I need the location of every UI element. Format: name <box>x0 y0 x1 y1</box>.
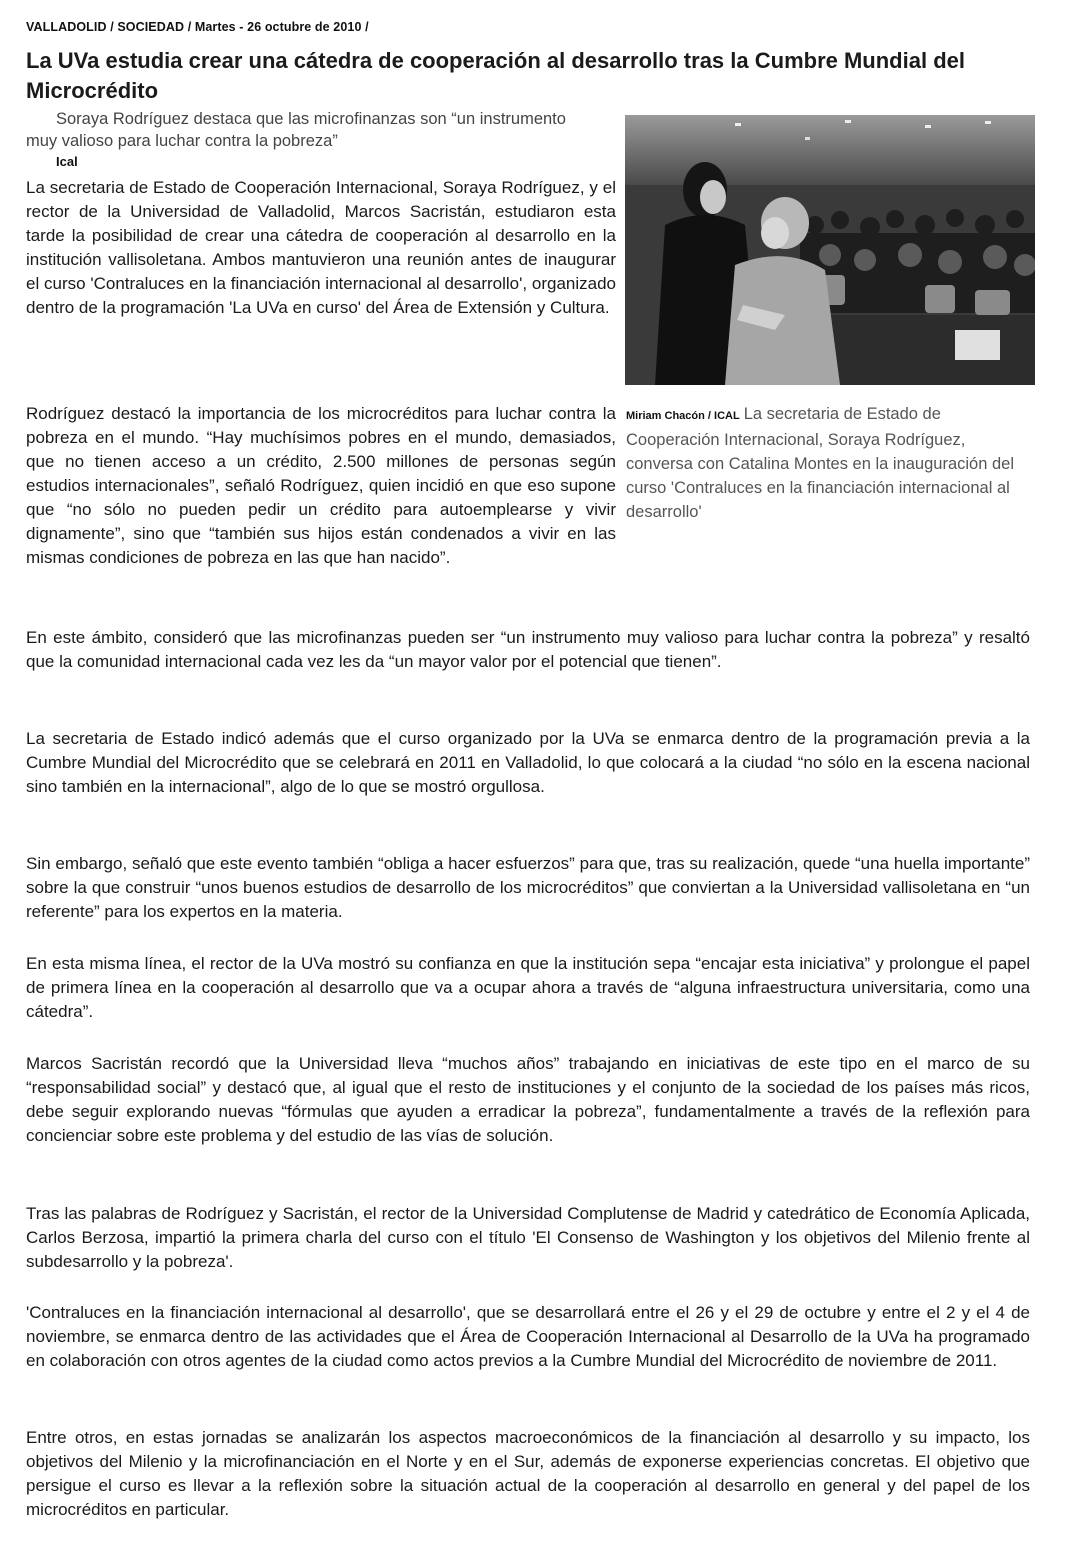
subheadline: Soraya Rodríguez destaca que las microfinanzas son “un instrumento muy valioso para luchar contra la pobreza” <box>26 110 566 150</box>
article-paragraph: Sin embargo, señaló que este evento también “obliga a hacer esfuerzos” para que, tras su realización, quede “una huella importante” sobre la que construir “unos buenos estudios de desarrollo de los microcréditos” que conviertan a la Universidad vallisoletana en “un referente” para los expertos en la materia. <box>26 854 1030 921</box>
article-paragraph: 'Contraluces en la financiación internacional al desarrollo', que se desarrollará entre el 26 y el 29 de octubre y entre el 2 y el 4 de noviembre, se enmarca dentro de las actividades que el Área de Cooperación Internacional al Desarrollo de la UVa ha programado en colaboración con otros agentes de la ciudad como actos previos a la Cumbre Mundial del Microcrédito de noviembre de 2011. <box>26 1303 1030 1370</box>
news-photo <box>625 115 1035 385</box>
article-paragraph: En este ámbito, consideró que las microfinanzas pueden ser “un instrumento muy valioso para luchar contra la pobreza” y resaltó que la comunidad internacional cada vez les da “un mayor valor por el potencial que tienen”. <box>26 628 1030 671</box>
article-paragraph: La secretaria de Estado indicó además que el curso organizado por la UVa se enmarca dentro de la programación previa a la Cumbre Mundial del Microcrédito que se celebrará en 2011 en Valladolid, lo que colocará a la ciudad “no sólo en la escena nacional sino también en la internacional”, algo de lo que se mostró orgullosa. <box>26 729 1030 796</box>
article-paragraph: En esta misma línea, el rector de la UVa mostró su confianza en que la institución sepa “encajar esta iniciativa” y prolongue el papel de primera línea en la cooperación al desarrollo que va a ocupar ahora a través de “alguna infraestructura universitaria, como una cátedra”. <box>26 954 1030 1021</box>
photo-credit: Miriam Chacón / ICAL <box>626 410 740 422</box>
headline: La UVa estudia crear una cátedra de cooperación al desarrollo tras la Cumbre Mundial del Microcrédito <box>26 48 965 103</box>
article-paragraph: Tras las palabras de Rodríguez y Sacristán, el rector de la Universidad Complutense de Madrid y catedrático de Economía Aplicada, Carlos Berzosa, impartió la primera charla del curso con el título 'El Consenso de Washington y los objetivos del Milenio frente al subdesarrollo y la pobreza'. <box>26 1204 1030 1271</box>
article-paragraph: Marcos Sacristán recordó que la Universidad lleva “muchos años” trabajando en iniciativas de este tipo en el marco de su “responsabilidad social” y destacó que, al igual que el resto de instituciones y el conjunto de la sociedad de los países más ricos, debe seguir explorando nuevas “fórmulas que ayuden a erradicar la pobreza”, fundamentalmente a través de la reflexión para concienciar sobre este problema y del estudio de las vías de solución. <box>26 1054 1030 1145</box>
photo-caption <box>626 402 1036 524</box>
article-paragraph: La secretaria de Estado de Cooperación Internacional, Soraya Rodríguez, y el rector de la Universidad de Valladolid, Marcos Sacristán, estudiaron esta tarde la posibilidad de crear una cátedra de cooperación al desarrollo en la institución vallisoletana. Ambos mantuvieron una reunión antes de inaugurar el curso 'Contraluces en la financiación internacional al desarrollo', organizado dentro de la programación 'La UVa en curso' del Área de Extensión y Cultura. <box>26 178 616 317</box>
article-paragraph: Rodríguez destacó la importancia de los microcréditos para luchar contra la pobreza en el mundo. “Hay muchísimos pobres en el mundo, demasiados, que no tienen acceso a un crédito, 2.500 millones de personas según estudios internacionales”, señaló Rodríguez, quien incidió en que eso supone que “no sólo no pueden pedir un crédito para autoemplearse y vivir dignamente”, sino que “también sus hijos están condenados a vivir en las mismas condiciones de pobreza en las que han nacido”. <box>26 404 616 567</box>
photo-illustration <box>625 115 1035 385</box>
news-agency: Ical <box>56 154 78 169</box>
section-kicker: VALLADOLID / SOCIEDAD / Martes - 26 octubre de 2010 / <box>26 20 369 34</box>
caption-text: La secretaria de Estado de Cooperación Internacional, Soraya Rodríguez, conversa con Catalina Montes en la inauguración del curso 'Contraluces en la financiación internacional al desarrollo' <box>626 405 1014 521</box>
article-paragraph: Entre otros, en estas jornadas se analizarán los aspectos macroeconómicos de la financiación al desarrollo y su impacto, los objetivos del Milenio y la microfinanciación en el Norte y en el Sur, además de exponerse experiencias concretas. El objetivo que persigue el curso es llevar a la reflexión sobre la situación actual de la cooperación al desarrollo en general y del papel de los microcréditos en particular. <box>26 1428 1030 1519</box>
